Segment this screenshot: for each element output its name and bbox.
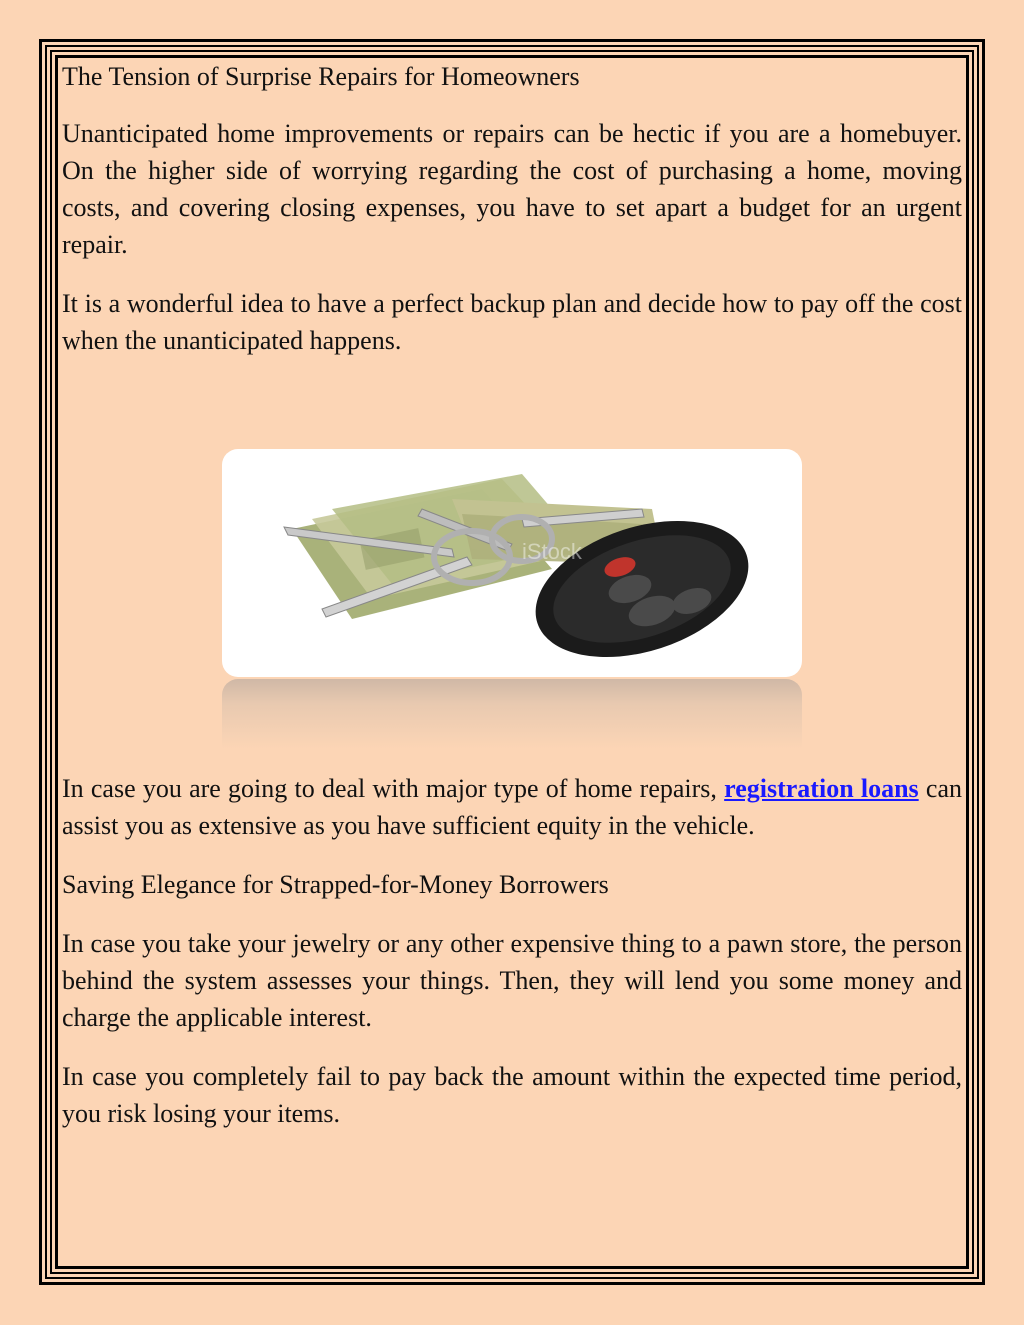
car-keys-on-cash-illustration — [222, 449, 802, 677]
paragraph-backup-plan: It is a wonderful idea to have a perfect backup plan and decide how to pay off the cost when the unanticipated happens. — [62, 289, 962, 355]
article-bottom — [62, 770, 962, 1154]
paragraph-risk: In case you completely fail to pay back the amount within the expected time period, you risk losing your items. — [62, 1062, 962, 1128]
section-subtitle: Saving Elegance for Strapped-for-Money Borrowers — [62, 870, 609, 899]
registration-loans-link[interactable]: registration loans — [724, 774, 919, 803]
paragraph-pawn-store: In case you take your jewelry or any other expensive thing to a pawn store, the person behind the system assesses your things. Then, they will lend you some money and charge the applicable interest. — [62, 929, 962, 1032]
image-watermark: iStock — [522, 539, 582, 564]
paragraph-home-repairs-tail: can assist you as extensive as you have sufficient equity in the vehicle. — [62, 774, 962, 840]
paragraph-intro: Unanticipated home improvements or repairs can be hectic if you are a homebuyer. On the higher side of worrying regarding the cost of purchasing a home, moving costs, and covering closing expenses, you have to set apart a budget for an urgent repair. — [62, 119, 962, 259]
image-card — [222, 449, 802, 677]
keys-money-image — [222, 449, 802, 749]
paragraph-home-repairs — [62, 770, 962, 844]
paragraph-home-repairs-lead: In case you are going to deal with major type of home repairs, — [62, 774, 725, 803]
article-top — [62, 58, 962, 381]
image-reflection — [222, 679, 802, 749]
page-title: The Tension of Surprise Repairs for Homeowners — [62, 62, 580, 91]
